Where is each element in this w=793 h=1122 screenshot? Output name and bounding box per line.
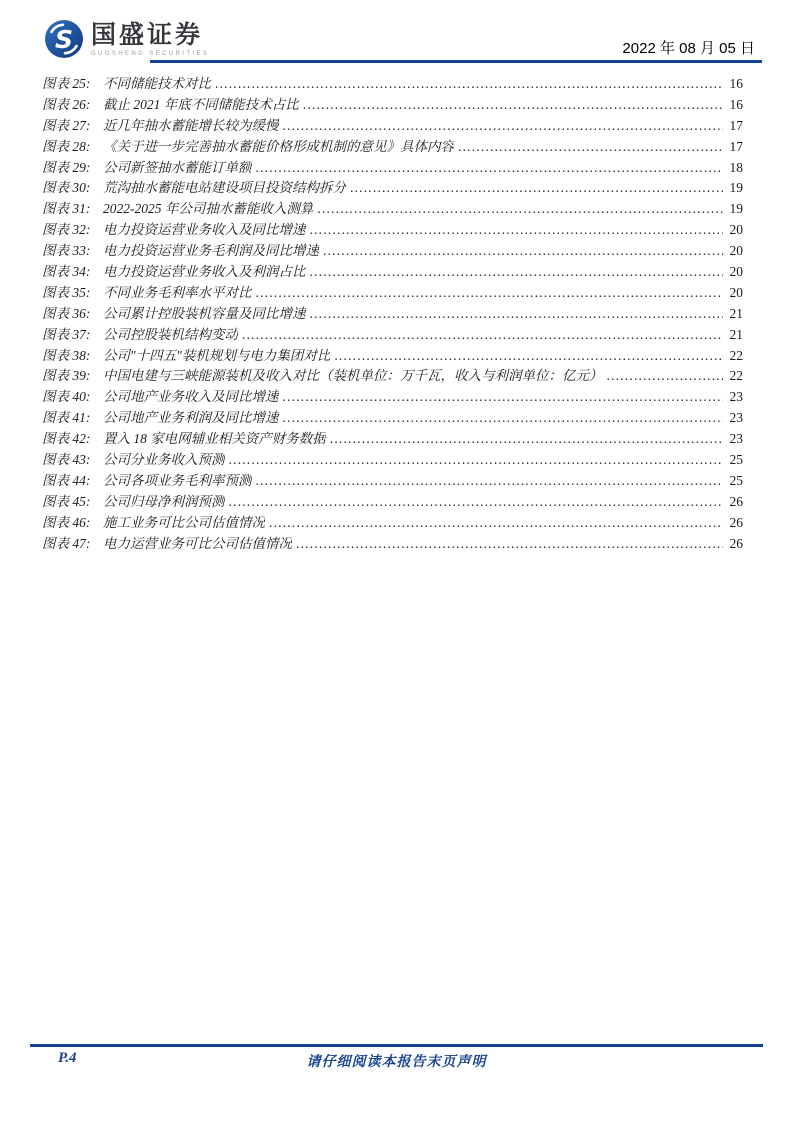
toc-dot-leader [242,327,723,343]
toc-figure-label: 图表 26: [42,96,91,112]
toc-dot-leader [283,118,724,134]
svg-text:S: S [54,25,74,54]
toc-figure-title: 《关于进一步完善抽水蓄能价格形成机制的意见》具体内容 [103,138,454,154]
toc-page-number: 22 [729,368,743,384]
toc-figure-label: 图表 41: [42,410,91,426]
toc-dot-leader [350,180,723,196]
toc-page-number: 23 [729,410,743,426]
toc-figure-label: 图表 33: [42,243,91,259]
toc-figure-title: 公司分业务收入预测 [103,452,225,468]
toc-dot-leader [310,264,724,280]
toc-row[interactable] [42,344,743,365]
toc-dot-leader [229,494,724,510]
toc-page-number: 19 [729,201,743,217]
toc-figure-title: 公司累计控股装机容量及同比增速 [103,305,306,321]
toc-row[interactable] [42,93,743,114]
toc-figure-title: 公司归母净利润预测 [103,493,225,509]
toc-row[interactable] [42,532,743,553]
toc-row[interactable] [42,406,743,427]
report-date: 2022 年 08 月 05 日 [622,40,755,57]
toc-dot-leader [330,431,723,447]
toc-dot-leader [607,368,724,384]
toc-dot-leader [317,201,723,217]
toc-row[interactable] [42,260,743,281]
toc-dot-leader [334,348,723,364]
toc-row[interactable] [42,323,743,344]
toc-page-number: 20 [729,264,743,280]
toc-figure-label: 图表 32: [42,222,91,238]
toc-row[interactable] [42,281,743,302]
toc-figure-label: 图表 29: [42,159,91,175]
toc-dot-leader [283,410,724,426]
toc-figure-label: 图表 36: [42,305,91,321]
toc-row[interactable] [42,114,743,135]
toc-dot-leader [229,452,724,468]
brand-header [44,19,209,59]
toc-page-number: 21 [729,305,743,321]
toc-dot-leader [215,76,723,92]
toc-figure-label: 图表 27: [42,117,91,133]
toc-figure-label: 图表 40: [42,389,91,405]
toc-page-number: 26 [729,535,743,551]
toc-figure-title: 电力投资运营业务收入及同比增速 [103,222,306,238]
toc-figure-title: 置入 18 家电网辅业相关资产财务数据 [103,431,326,447]
toc-dot-leader [256,285,724,301]
toc-row[interactable] [42,385,743,406]
toc-dot-leader [458,139,723,155]
toc-figure-label: 图表 34: [42,264,91,280]
toc-page-number: 19 [729,180,743,196]
toc-page-number: 22 [729,347,743,363]
toc-figure-title: 电力投资运营业务收入及利润占比 [103,264,306,280]
toc-figure-label: 图表 42: [42,431,91,447]
toc-row[interactable] [42,218,743,239]
toc-figure-title: 公司各项业务毛利率预测 [103,472,252,488]
toc-row[interactable] [42,511,743,532]
guosheng-logo-icon [44,19,84,59]
toc-dot-leader [310,222,724,238]
toc-row[interactable] [42,302,743,323]
toc-dot-leader [303,97,723,113]
toc-row[interactable] [42,197,743,218]
toc-figure-title: 不同业务毛利率水平对比 [103,284,252,300]
toc-figure-title: 公司地产业务利润及同比增速 [103,410,279,426]
toc-page-number: 23 [729,389,743,405]
header-divider [150,60,762,63]
toc-dot-leader [296,536,723,552]
toc-row[interactable] [42,239,743,260]
toc-figure-label: 图表 45: [42,493,91,509]
toc-figure-label: 图表 28: [42,138,91,154]
toc-page-number: 20 [729,243,743,259]
toc-row[interactable] [42,490,743,511]
brand-name-cn: 国盛证券 [91,22,204,49]
toc-row[interactable] [42,427,743,448]
toc-page-number: 18 [729,159,743,175]
toc-dot-leader [323,243,723,259]
toc-figure-title: 公司新签抽水蓄能订单额 [103,159,252,175]
toc-page-number: 23 [729,431,743,447]
toc-figure-title: 中国电建与三峡能源装机及收入对比（装机单位：万千瓦，收入与利润单位：亿元） [103,368,603,384]
toc-dot-leader [283,389,724,405]
toc-figure-label: 图表 47: [42,535,91,551]
toc-figure-title: 不同储能技术对比 [103,76,211,91]
footer-disclaimer: 请仔细阅读本报告末页声明 [306,1055,487,1070]
toc-page-number: 20 [729,284,743,300]
toc-page-number: 25 [729,452,743,468]
toc-figure-list [42,72,743,552]
toc-figure-label: 图表 39: [42,368,91,384]
toc-page-number: 20 [729,222,743,238]
toc-page-number: 26 [729,514,743,530]
toc-page-number: 16 [729,76,743,91]
toc-figure-label: 图表 43: [42,452,91,468]
toc-figure-title: 公司控股装机结构变动 [103,326,238,342]
toc-figure-label: 图表 44: [42,472,91,488]
toc-page-number: 17 [729,117,743,133]
toc-figure-title: 截止 2021 年底不同储能技术占比 [103,96,299,112]
toc-figure-title: 荒沟抽水蓄能电站建设项目投资结构拆分 [103,180,346,196]
toc-page-number: 25 [729,472,743,488]
toc-page-number: 17 [729,138,743,154]
toc-row[interactable] [42,448,743,469]
toc-row[interactable] [42,364,743,385]
toc-figure-label: 图表 46: [42,514,91,530]
footer-page-number: P.4 [58,1050,77,1066]
toc-figure-title: 施工业务可比公司估值情况 [103,514,265,530]
toc-figure-title: 公司"十四五"装机规划与电力集团对比 [103,347,331,363]
toc-row[interactable] [42,156,743,177]
toc-dot-leader [256,160,724,176]
toc-figure-label: 图表 37: [42,326,91,342]
toc-row[interactable] [42,72,743,93]
toc-figure-title: 2022-2025 年公司抽水蓄能收入测算 [103,201,314,217]
toc-figure-label: 图表 38: [42,347,91,363]
toc-row[interactable] [42,176,743,197]
toc-figure-title: 公司地产业务收入及同比增速 [103,389,279,405]
toc-row[interactable] [42,469,743,490]
toc-figure-label: 图表 31: [42,201,91,217]
toc-dot-leader [269,515,723,531]
toc-page-number: 16 [729,96,743,112]
toc-dot-leader [310,306,724,322]
toc-figure-label: 图表 25: [42,76,91,91]
toc-page-number: 21 [729,326,743,342]
brand-text-block [91,19,209,58]
toc-figure-title: 电力运营业务可比公司估值情况 [103,535,292,551]
toc-row[interactable] [42,135,743,156]
brand-name-en: GUOSHENG SECURITIES [91,51,210,57]
toc-figure-label: 图表 35: [42,284,91,300]
footer-divider [30,1044,763,1047]
toc-page-number: 26 [729,493,743,509]
toc-figure-title: 近几年抽水蓄能增长较为缓慢 [103,117,279,133]
toc-dot-leader [256,473,724,489]
toc-figure-label: 图表 30: [42,180,91,196]
toc-figure-title: 电力投资运营业务毛利润及同比增速 [103,243,319,259]
